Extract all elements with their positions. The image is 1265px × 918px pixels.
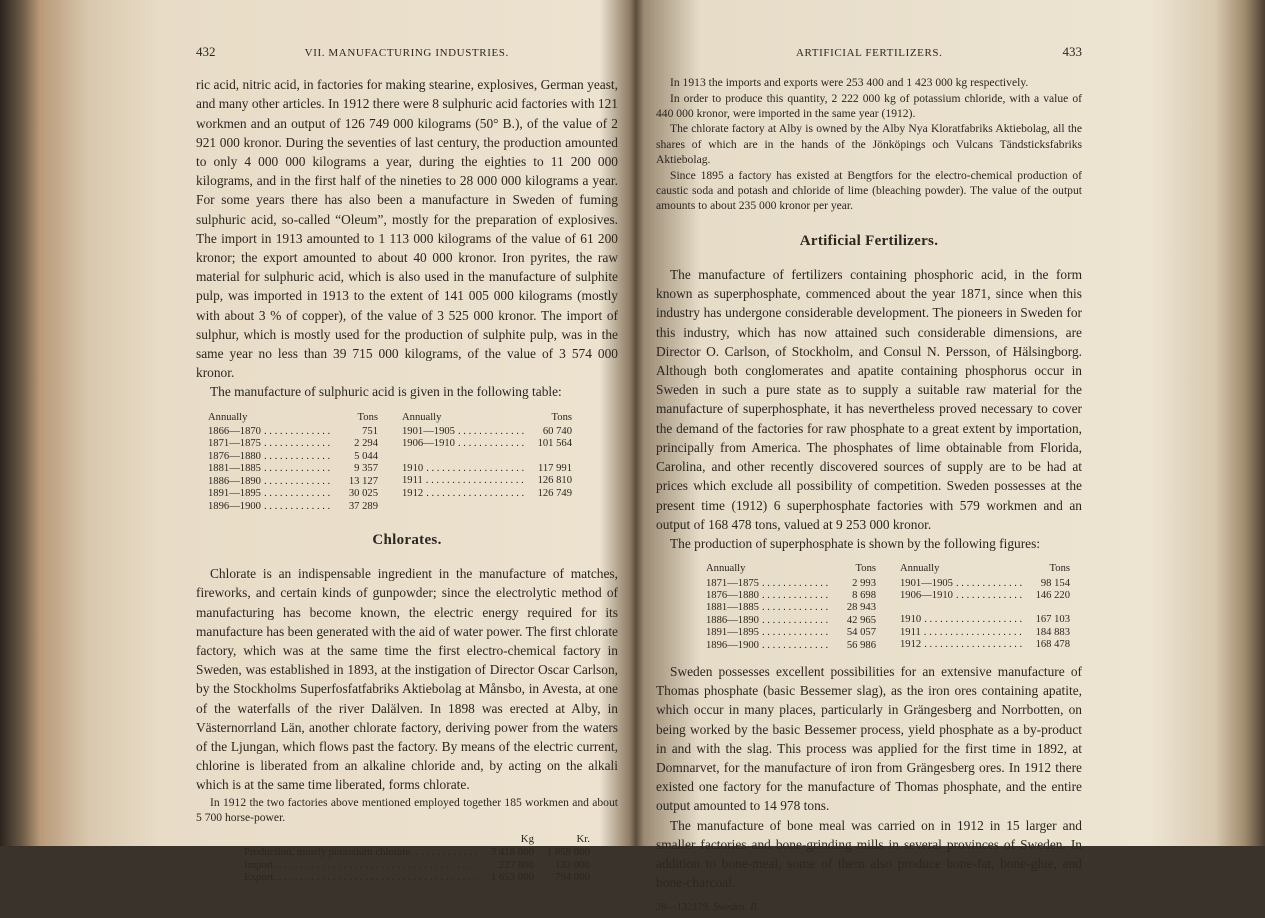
table-header-kr: Kr.	[576, 833, 590, 846]
table-row: 1910 . . . 117 991	[402, 463, 572, 475]
right-running-title: ARTIFICIAL FERTILIZERS.	[795, 47, 943, 59]
right-running-head	[656, 42, 1082, 63]
left-page	[196, 42, 618, 884]
sulphuric-acid-table	[208, 412, 618, 513]
left-page-number: 432	[196, 44, 216, 59]
table-row: 1901—1905 . . . 60 740	[402, 426, 572, 438]
chlorates-paragraph: Chlorate is an indispensable ingredient in the manufacture of matches, fireworks, and certain kinds of gunpowder; since the electrolytic method of manufacturing has become known, the electric energy required for its manufacture has been generated with the aid of water power. The first chlorate factory, which was at the same time the first electro-chemical factory in Sweden, was established in 1893, at the instigation of Director Oscar Carlson, by the Stockholms Superfosfatfabriks Aktiebolag at Månsbo, in Avesta, at one of the waterfalls of the river Dalälven. In 1898 was erected at Alby, in Västernorrland Län, another chlorate factory, deriving power from the waters of the Ljungan, which flows past the factory. By means of the electric current, chlorine is liberated from an alkaline chloride and, by acting on the alkali which is at the same time liberated, forms chlorate.	[196, 566, 618, 793]
table-row: 1881—1885 . . . 28 943	[706, 602, 876, 614]
table-row: 1901—1905 . . . 98 154	[900, 578, 1070, 590]
bengtfors-paragraph: Since 1895 a factory has existed at Bengtfors for the electro-chemical production of caustic soda and potash and chloride of lime (bleaching powder). The value of the output amounts to about 235 000 kronor per year.	[656, 168, 1082, 213]
table-row: 1910 . . . 167 103	[900, 614, 1070, 626]
table-row: 1911 . . . 126 810	[402, 475, 572, 487]
table-row: 1912 . . . 168 478	[900, 639, 1070, 651]
footer-signature-title: Sweden. II.	[713, 902, 760, 914]
chlorate-trade-paragraph: In 1913 the imports and exports were 253 400 and 1 423 000 kg respectively.	[670, 76, 1029, 90]
superphosphate-table-left-column: Annually Tons 1871—1875 . . . 2 993 1876—1880 . . . 8 698 1881—1885 . . . 28 943 1886—1890 . . . 42 965 1891—1895 . . . 54 057 1896—1900 . . . 56 986	[706, 563, 876, 652]
table-header-kg: Kg	[520, 833, 534, 846]
thomas-phosphate-paragraph: Sweden possesses excellent possibilities for an extensive manufacture of Thomas phosphate (basic Bessemer slag), as the iron ores containing apatite, which occur in many places, particularly in Grängesberg and Norrbotten, on being worked by the basic Bessemer process, yield phosphate as a by-product in and with the slag. This process was applied for the first time in 1892, at Domnarvet, for the manufacture of iron from Grängesberg ores. In 1912 there existed one factory for the manufacture of Thomas phosphate, and the entire output amounted to 14 978 tons.	[656, 663, 1082, 814]
superphosphate-table-right-column: Annually Tons 1901—1905 . . . 98 154 1906—1910 . . . 146 220 1910 . . . 167 103 1911 . . . 184 883 1912 . . . 168 478	[900, 563, 1070, 652]
chlorates-workmen-note: In 1912 the two factories above mentioned employed together 185 workmen and about 5 700 horse-power.	[196, 795, 618, 824]
table-row: 1881—1885 . . . 9 357	[208, 463, 378, 475]
chlorate-trade-table	[244, 833, 590, 883]
table-row: Export . . . 1 653 000 794 000	[244, 871, 590, 884]
footer-signature-number: 28—132179.	[656, 902, 711, 914]
table-row: 1896—1900 . . . 37 289	[208, 501, 378, 513]
table-row: Import . . . 227 800 132 000	[244, 859, 590, 872]
table-row: 1871—1875 . . . 2 993	[706, 578, 876, 590]
superphosphate-table	[706, 563, 1082, 652]
sulphuric-table-right-column: Annually Tons 1901—1905 . . . 60 740 1906—1910 . . . 101 564 1910 . . . 117 991 1911 . . . 126 810 1912 . . . 126 749	[402, 412, 572, 513]
table-row: 1871—1875 . . . 2 294	[208, 438, 378, 450]
left-running-head	[196, 42, 618, 63]
bone-meal-paragraph: The manufacture of bone meal was carried on in 1912 in 15 larger and smaller factories and bone-grinding mills in several provinces of Sweden. In addition to bone-meal, some of them also produce bone-fat, bone-glue, and bone-charcoal.	[656, 817, 1082, 891]
sulphuric-table-left-column	[208, 412, 378, 513]
superphosphate-table-intro: The production of superphosphate is shown by the following figures:	[670, 535, 1041, 551]
table-row: 1912 . . . 126 749	[402, 488, 572, 500]
table-row: 1886—1890 . . . 42 965	[706, 615, 876, 627]
right-page-number: 433	[1062, 44, 1082, 59]
table-header-annually: Annually	[208, 411, 248, 423]
table-row: 1876—1880 . . . 8 698	[706, 590, 876, 602]
superphosphate-paragraph: The manufacture of fertilizers containing phosphoric acid, in the form known as superphosphate, commenced about the year 1871, since when this industry has undergone considerable development. The pioneers in Sweden for this industry, which has now attained such considerable dimensions, are Director O. Carlson, of Stockholm, and Consul N. Persson, of Hälsingborg. Although both conglomerates and apatite containing phosphorus occur in Sweden in such a pure state as to supply a suitable raw material for the manufacture of superphosphate, it has nevertheless proved necessary to cover the demand of the factories for raw phosphate to a great extent by importation, principally from America. The phosphates of lime obtainable from Florida, Carolina, and other recently discovered sources of supply are to be had at prices which exclude all possibility of competition. Sweden possesses at the present time (1912) 6 superphosphate factories with 579 workmen and an output of 168 478 tons, valued at 9 253 000 kronor.	[656, 267, 1082, 532]
signature-footer	[656, 898, 1082, 917]
table-row: 1891—1895 . . . 54 057	[706, 627, 876, 639]
table-row: 1906—1910 . . . 101 564	[402, 438, 572, 450]
table-row: 1876—1880 . . . 5 044	[208, 451, 378, 463]
table-row: Production, mostly potassium chlorate . . . 3 418 000 1 859 000	[244, 846, 590, 859]
right-page	[656, 42, 1082, 918]
fertilizers-heading: Artificial Fertilizers.	[799, 232, 939, 249]
chlorates-heading: Chlorates.	[372, 531, 442, 548]
alby-factory-paragraph: The chlorate factory at Alby is owned by the Alby Nya Kloratfabriks Aktiebolag, all the shares of which are in the hands of the Jönköpings och Vulcans Tändsticksfabriks Aktiebolag.	[656, 122, 1082, 167]
table-header-tons: Tons	[357, 411, 378, 423]
table-row: 1911 . . . 184 883	[900, 627, 1070, 639]
table-row: 1891—1895 . . . 30 025	[208, 488, 378, 500]
table-row: 1886—1890 . . . 13 127	[208, 476, 378, 488]
table-row: 1906—1910 . . . 146 220	[900, 590, 1070, 602]
table-row: 1866—1870 . . . 751	[208, 426, 378, 438]
left-running-title: VII. MANUFACTURING INDUSTRIES.	[304, 47, 509, 59]
sulphuric-acid-paragraph: ric acid, nitric acid, in factories for making stearine, explosives, German yeast, and many other articles. In 1912 there were 8 sulphuric acid factories with 121 workmen and an output of 126 749 000 kilograms (50° B.), of the value of 2 921 000 kronor. During the seventies of last century, the production amounted to only 4 000 000 kilograms a year, during the eighties to 11 200 000 kilograms, and in the first half of the nineties to 28 000 000 kilograms a year. For some years there has also been a manufacture in Sweden of fuming sulphuric acid, so-called “Oleum”, mostly for the preparation of explosives. The import in 1913 amounted to 1 113 000 kilograms of the value of 61 200 kronor; the export amounted to about 40 000 kronor. Iron pyrites, the raw material for sulphuric acid, which is also used in the manufacture of sulphite pulp, was imported in 1913 to the extent of 141 005 000 kilograms (mostly with about 3 % of copper), of the value of 3 525 000 kronor. The import of sulphur, which is mostly used for the production of sulphite pulp, was in the same year no less than 39 715 000 kilograms, of the value of 3 574 000 kronor.	[196, 77, 618, 381]
sulphuric-table-intro: The manufacture of sulphuric acid is given in the following table:	[210, 384, 562, 400]
table-row: 1896—1900 . . . 56 986	[706, 640, 876, 652]
potassium-chloride-paragraph: In order to produce this quantity, 2 222 000 kg of potassium chloride, with a value of 440 000 kronor, were imported in the same year (1912).	[656, 91, 1082, 121]
